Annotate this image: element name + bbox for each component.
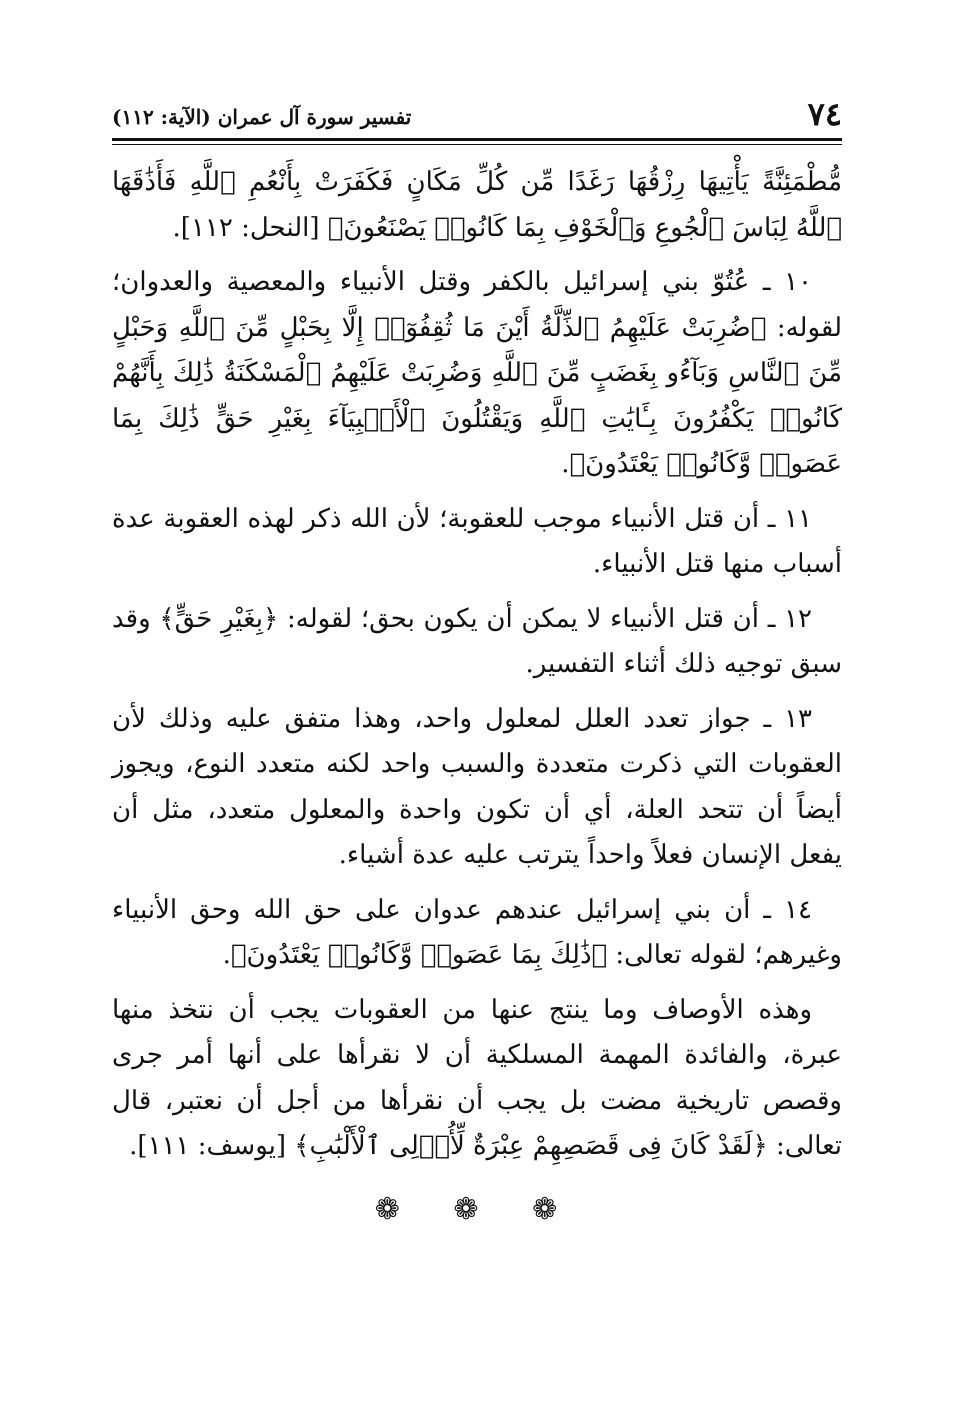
paragraph-point-11: ١١ ـ أن قتل الأنبياء موجب للعقوبة؛ لأن الله ذكر لهذه العقوبة عدة أسباب منها قتل الأنبياء. [112, 503, 842, 579]
paragraph-quran-continuation: مُّطْمَئِنَّةً يَأْتِيهَا رِزْقُهَا رَغَدًا مِّن كُلِّ مَكَانٍ فَكَفَرَتْ بِأَنْعُمِ ٱللَّهِ فَأَذَٰقَهَا ٱللَّهُ لِبَاسَ ٱلْجُوعِ وَٱلْخَوْفِ بِمَا كَانُوا۟ يَصْنَعُونَ﴾ [النحل: ١١٢]. [112, 167, 842, 243]
book-page [112, 92, 842, 1352]
paragraph-point-13: ١٣ ـ جواز تعدد العلل لمعلول واحد، وهذا متفق عليه وذلك لأن العقوبات التي ذكرت متعددة والسبب واحد لكنه متعدد النوع، ويجوز أيضاً أن تتحد العلة، أي أن تكون واحدة والمعلول متعدد، مثل أن يفعل الإنسان فعلاً واحداً يترتب عليه عدة أشياء. [112, 703, 842, 870]
page-header [112, 92, 842, 144]
running-title: تفسير سورة آل عمران (الآية: ١١٢) [112, 105, 412, 129]
paragraph-point-10: ١٠ ـ عُتُوّ بني إسرائيل بالكفر وقتل الأنبياء والمعصية والعدوان؛ لقوله: ﴿ضُرِبَتْ عَلَيْهِمُ ٱلذِّلَّةُ أَيْنَ مَا ثُقِفُوٓا۟ إِلَّا بِحَبْلٍ مِّنَ ٱللَّهِ وَحَبْلٍ مِّنَ ٱلنَّاسِ وَبَآءُو بِغَضَبٍ مِّنَ ٱللَّهِ وَضُرِبَتْ عَلَيْهِمُ ٱلْمَسْكَنَةُ ذَٰلِكَ بِأَنَّهُمْ كَانُوا۟ يَكْفُرُونَ بِـَٔايَٰتِ ٱللَّهِ وَيَقْتُلُونَ ٱلْأَنۢبِيَآءَ بِغَيْرِ حَقٍّ ذَٰلِكَ بِمَا عَصَوا۟ وَّكَانُوا۟ يَعْتَدُونَ﴾. [112, 267, 842, 479]
paragraph-point-12: ١٢ ـ أن قتل الأنبياء لا يمكن أن يكون بحق؛ لقوله: ﴿بِغَيْرِ حَقٍّ﴾ وقد سبق توجيه ذلك أثناء التفسير. [112, 603, 842, 679]
paragraph-point-14: ١٤ ـ أن بني إسرائيل عندهم عدوان على حق الله وحق الأنبياء وغيرهم؛ لقوله تعالى: ﴿ذَٰلِكَ بِمَا عَصَوا۟ وَّكَانُوا۟ يَعْتَدُونَ﴾. [112, 894, 842, 970]
header-rule-thin [112, 144, 842, 145]
page-number: ٧٤ [807, 95, 842, 133]
section-separator-ornament: ❁ ❁ ❁ [374, 1191, 580, 1227]
paragraph-conclusion: وهذه الأوصاف وما ينتج عنها من العقوبات يجب أن نتخذ منها عبرة، والفائدة المهمة المسلكية أن لا نقرأها على أنها أمر جرى وقصص تاريخية مضت بل يجب أن نقرأها من أجل أن نعتبر، قال تعالى: ﴿لَقَدْ كَانَ فِى قَصَصِهِمْ عِبْرَةٌ لِّأُو۟لِى ٱلْأَلْبَٰبِ﴾ [يوسف: ١١١]. [112, 994, 842, 1161]
page-body [112, 160, 842, 1227]
header-rule-thick [112, 138, 842, 141]
